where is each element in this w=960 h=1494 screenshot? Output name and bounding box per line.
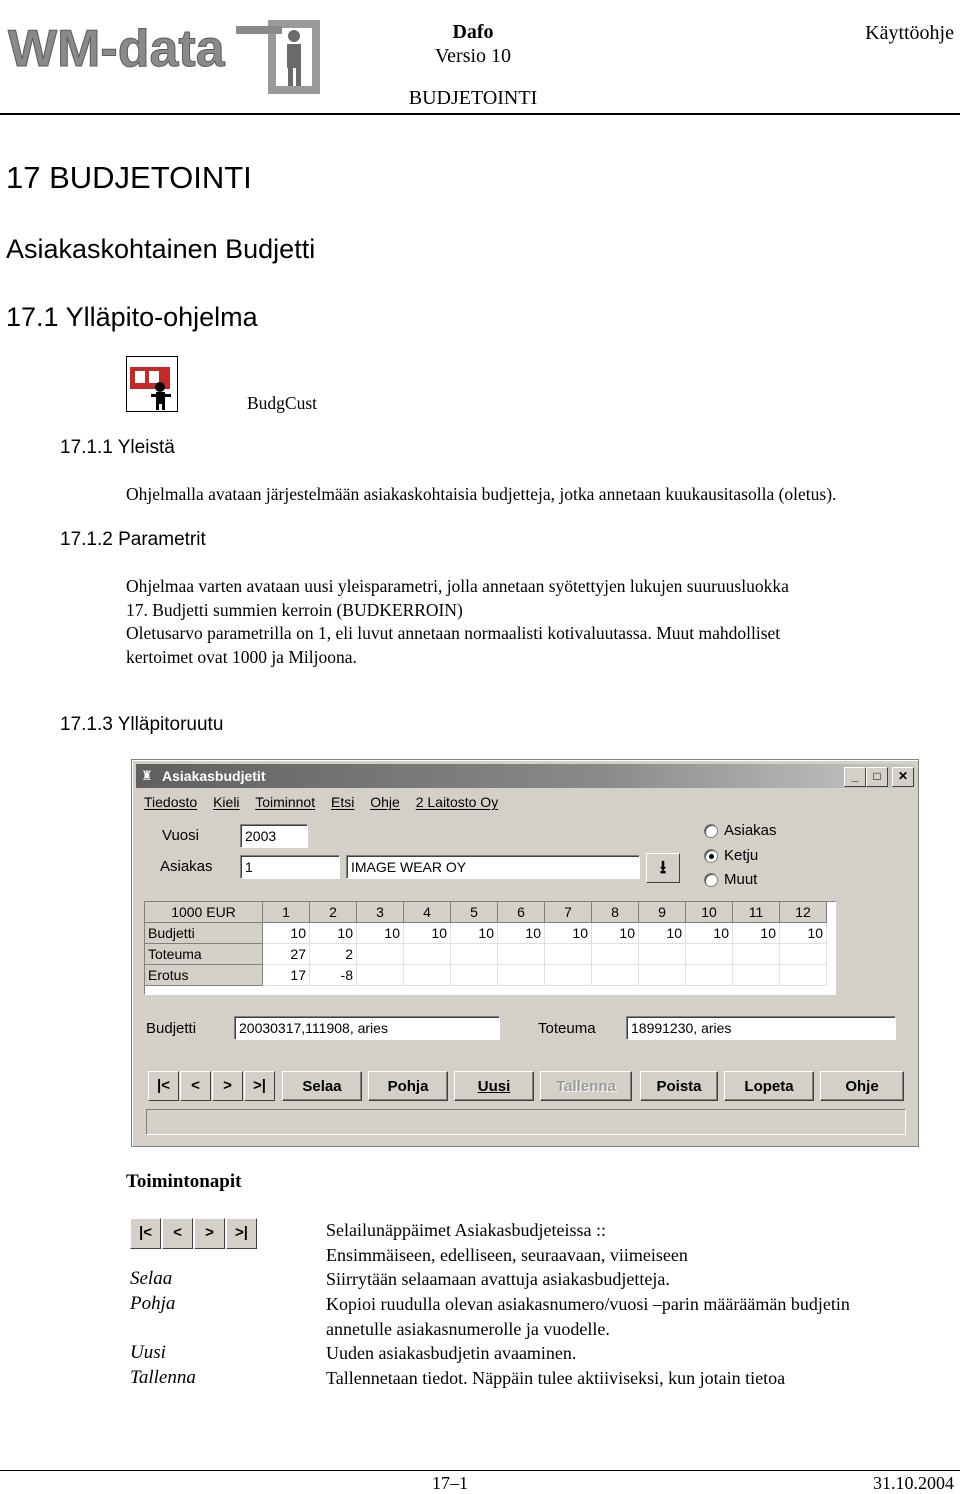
grid-value-cell[interactable] xyxy=(545,965,592,986)
next-icon: > xyxy=(194,1218,225,1249)
grid-value-cell[interactable]: 27 xyxy=(263,944,310,965)
wm-data-logo xyxy=(6,4,326,96)
toteuma-stamp-label: Toteuma xyxy=(538,1020,596,1037)
grid-row-label: Budjetti xyxy=(145,923,263,944)
grid-month-header: 5 xyxy=(451,902,498,923)
vuosi-input[interactable]: 2003 xyxy=(240,824,308,848)
grid-value-cell[interactable] xyxy=(639,944,686,965)
asiakas-lookup-button[interactable] xyxy=(646,853,680,883)
grid-month-header: 2 xyxy=(310,902,357,923)
close-button[interactable]: ✕ xyxy=(892,767,914,787)
grid-corner-unit: 1000 EUR xyxy=(145,902,263,923)
grid-month-header: 4 xyxy=(404,902,451,923)
grid-value-cell[interactable] xyxy=(404,944,451,965)
grid-month-header: 1 xyxy=(263,902,310,923)
grid-row-label: Toteuma xyxy=(145,944,263,965)
radio-asiakas[interactable] xyxy=(704,824,718,838)
grid-value-cell[interactable] xyxy=(404,965,451,986)
grid-value-cell[interactable]: 10 xyxy=(451,923,498,944)
nav-desc-2: Ensimmäiseen, edelliseen, seuraavaan, viimeiseen xyxy=(326,1244,688,1265)
desc-pohja-2: annetulle asiakasnumerolle ja vuodelle. xyxy=(326,1318,610,1339)
window-title: Asiakasbudjetit xyxy=(162,768,266,784)
header-product: Dafo xyxy=(452,21,494,43)
desc-tallenna: Tallennetaan tiedot. Näppäin tulee aktiiviseksi, kun jotain tietoa xyxy=(326,1368,786,1388)
radio-ketju-label: Ketju xyxy=(724,847,759,864)
grid-value-cell[interactable]: 10 xyxy=(639,923,686,944)
previous-record-button[interactable]: < xyxy=(180,1071,211,1101)
grid-month-header: 10 xyxy=(686,902,733,923)
budjetti-stamp-field: 20030317,111908, aries xyxy=(234,1016,500,1040)
menu-company[interactable]: 2 Laitosto Oy xyxy=(415,794,499,810)
poista-button[interactable]: Poista xyxy=(640,1071,718,1101)
toimintonapit-title: Toimintonapit xyxy=(126,1171,242,1192)
grid-value-cell[interactable] xyxy=(733,965,780,986)
grid-month-header: 8 xyxy=(592,902,639,923)
minimize-button[interactable]: _ xyxy=(844,767,866,787)
heading-yleista: 17.1.1 Yleistä xyxy=(60,437,175,458)
grid-value-cell[interactable]: 10 xyxy=(310,923,357,944)
grid-value-cell[interactable]: 10 xyxy=(592,923,639,944)
next-record-button[interactable]: > xyxy=(212,1071,243,1101)
download-arrow-icon: ⭳ xyxy=(659,857,667,877)
term-pohja: Pohja xyxy=(130,1293,176,1314)
grid-month-header: 12 xyxy=(780,902,827,923)
grid-month-header: 7 xyxy=(545,902,592,923)
page-number: 17–1 xyxy=(432,1473,468,1493)
grid-value-cell[interactable] xyxy=(498,944,545,965)
nav-buttons xyxy=(148,1071,278,1103)
status-bar xyxy=(146,1109,906,1135)
grid-value-cell[interactable] xyxy=(357,965,404,986)
menu-etsi[interactable]: Etsi xyxy=(331,794,355,810)
asiakas-label: Asiakas xyxy=(160,858,213,875)
desc-uusi: Uuden asiakasbudjetin avaaminen. xyxy=(326,1343,577,1363)
asiakas-input[interactable]: 1 xyxy=(240,855,340,879)
header-doc-type: Käyttöohje xyxy=(865,22,954,44)
grid-value-cell[interactable] xyxy=(780,944,827,965)
heading-yllapitoruutu: 17.1.3 Ylläpitoruutu xyxy=(60,714,224,735)
menu-bar xyxy=(144,794,510,810)
app-icon: ♜ xyxy=(141,768,153,783)
grid-value-cell[interactable]: 10 xyxy=(545,923,592,944)
grid-value-cell[interactable]: 10 xyxy=(498,923,545,944)
grid-month-header: 3 xyxy=(357,902,404,923)
radio-asiakas-label: Asiakas xyxy=(724,822,777,839)
last-icon: >| xyxy=(226,1218,257,1249)
param-text-4: kertoimet ovat 1000 ja Miljoona. xyxy=(126,646,357,667)
grid-value-cell[interactable]: 10 xyxy=(686,923,733,944)
chapter-heading: 17 BUDJETOINTI xyxy=(6,160,252,195)
grid-value-cell[interactable] xyxy=(451,965,498,986)
window-titlebar xyxy=(136,764,914,788)
asiakasbudjetit-window xyxy=(131,759,919,1147)
grid-value-cell[interactable] xyxy=(451,944,498,965)
grid-value-cell[interactable]: 10 xyxy=(263,923,310,944)
tallenna-button[interactable]: Tallenna xyxy=(540,1071,632,1101)
header-rule xyxy=(0,113,960,115)
selaa-button[interactable]: Selaa xyxy=(282,1071,362,1101)
menu-kieli[interactable]: Kieli xyxy=(213,794,240,810)
logo-wordmark: WM-data xyxy=(8,20,225,78)
grid-month-header: 9 xyxy=(639,902,686,923)
footer-rule xyxy=(0,1470,960,1471)
grid-month-header: 6 xyxy=(498,902,545,923)
grid-value-cell[interactable] xyxy=(686,965,733,986)
radio-muut-label: Muut xyxy=(724,871,758,888)
menu-ohje[interactable]: Ohje xyxy=(370,794,400,810)
grid-value-cell[interactable] xyxy=(639,965,686,986)
previous-icon: < xyxy=(162,1218,193,1249)
budgcust-program-icon xyxy=(126,356,178,412)
term-selaa: Selaa xyxy=(130,1268,173,1289)
grid-value-cell[interactable] xyxy=(733,944,780,965)
radio-ketju[interactable] xyxy=(704,849,718,863)
desc-pohja-1: Kopioi ruudulla olevan asiakasnumero/vuosi –parin määräämän budjetin xyxy=(326,1294,850,1314)
term-tallenna: Tallenna xyxy=(130,1367,196,1388)
grid-value-cell[interactable] xyxy=(545,944,592,965)
section-heading: Asiakaskohtainen Budjetti xyxy=(6,234,316,264)
first-icon: |< xyxy=(130,1218,161,1249)
asiakas-name-field: IMAGE WEAR OY xyxy=(346,855,640,879)
grid-value-cell[interactable]: 10 xyxy=(780,923,827,944)
grid-value-cell[interactable] xyxy=(780,965,827,986)
grid-value-cell[interactable] xyxy=(592,965,639,986)
grid-value-cell[interactable] xyxy=(498,965,545,986)
pohja-button[interactable]: Pohja xyxy=(368,1071,448,1101)
program-name: BudgCust xyxy=(247,393,318,413)
grid-value-cell[interactable]: 2 xyxy=(310,944,357,965)
budget-grid[interactable] xyxy=(144,901,836,995)
radio-muut[interactable] xyxy=(704,873,718,887)
footer-date: 31.10.2004 xyxy=(873,1473,954,1493)
grid-value-cell[interactable]: 10 xyxy=(733,923,780,944)
lopeta-button[interactable]: Lopeta xyxy=(724,1071,814,1101)
last-record-button[interactable]: >| xyxy=(244,1071,275,1101)
maximize-button[interactable]: □ xyxy=(866,767,888,787)
header-section: BUDJETOINTI xyxy=(408,87,538,109)
param-text-2: 17. Budjetti summien kerroin (BUDKERROIN) xyxy=(126,599,463,620)
header-version: Versio 10 xyxy=(434,45,512,67)
grid-value-cell[interactable]: -8 xyxy=(310,965,357,986)
grid-row-label: Erotus xyxy=(145,965,263,986)
menu-tiedosto[interactable]: Tiedosto xyxy=(144,794,198,810)
vuosi-label: Vuosi xyxy=(162,827,199,844)
grid-value-cell[interactable]: 17 xyxy=(263,965,310,986)
grid-month-header: 11 xyxy=(733,902,780,923)
budjetti-stamp-label: Budjetti xyxy=(146,1020,197,1037)
toteuma-stamp-field: 18991230, aries xyxy=(626,1016,896,1040)
yleista-text: Ohjelmalla avataan järjestelmään asiakaskohtaisia budjetteja, jotka annetaan kuukausitasolla (oletus). xyxy=(126,484,837,504)
menu-toiminnot[interactable]: Toiminnot xyxy=(255,794,316,810)
param-text-1: Ohjelmaa varten avataan uusi yleisparametri, jolla annetaan syötettyjen lukujen suuruusluokka xyxy=(126,576,789,596)
grid-value-cell[interactable] xyxy=(686,944,733,965)
nav-buttons-illustration xyxy=(130,1218,256,1250)
ohje-button[interactable]: Ohje xyxy=(820,1071,904,1101)
term-uusi: Uusi xyxy=(130,1342,166,1363)
heading-parametrit: 17.1.2 Parametrit xyxy=(60,529,206,550)
grid-value-cell[interactable] xyxy=(357,944,404,965)
first-record-button[interactable]: |< xyxy=(148,1071,179,1101)
grid-value-cell[interactable]: 10 xyxy=(404,923,451,944)
grid-value-cell[interactable]: 10 xyxy=(357,923,404,944)
subsection-heading: 17.1 Ylläpito-ohjelma xyxy=(6,302,258,332)
uusi-button[interactable]: Uusi xyxy=(454,1071,534,1101)
nav-desc-1: Selailunäppäimet Asiakasbudjeteissa :: xyxy=(326,1220,606,1240)
grid-value-cell[interactable] xyxy=(592,944,639,965)
param-text-3: Oletusarvo parametrilla on 1, eli luvut annetaan normaalisti kotivaluutassa. Muut mahdolliset xyxy=(126,623,781,643)
desc-selaa: Siirrytään selaamaan avattuja asiakasbudjetteja. xyxy=(326,1269,670,1289)
